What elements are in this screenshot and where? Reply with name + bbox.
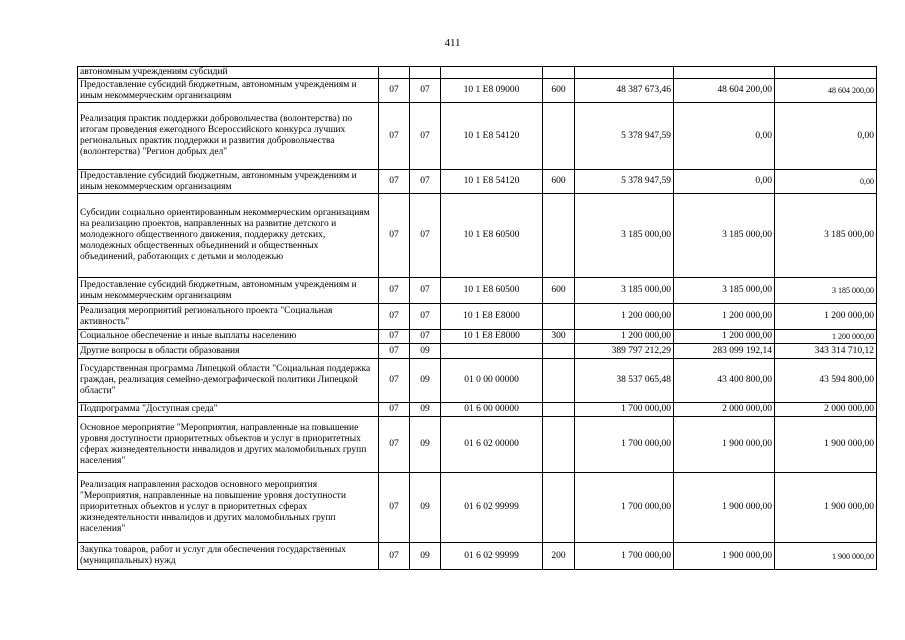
amount-year2-cell: 3 185 000,00 [674, 194, 775, 278]
section-code-cell: 07 [379, 330, 410, 344]
amount-year1-cell: 1 700 000,00 [575, 417, 674, 473]
table-row [78, 344, 877, 359]
table-row [78, 103, 877, 170]
row-name-cell: Субсидии социально ориентированным некоммерческим организациям на реализацию проектов, направленных на развитие детского и молодежного общественного движения, поддержку детских, молодежных общественных объединений и общественных объединений, работающих с детьми и молодежью [78, 194, 379, 278]
expense-type-cell: 200 [543, 543, 575, 570]
amount-year3-cell: 48 604 200,00 [775, 79, 877, 103]
amount-year3-cell [775, 67, 877, 79]
expense-type-cell: 600 [543, 170, 575, 194]
expense-type-cell [543, 194, 575, 278]
amount-year1-cell: 1 700 000,00 [575, 403, 674, 417]
section-code-cell: 07 [379, 304, 410, 330]
target-article-cell: 10 1 E8 E8000 [441, 304, 543, 330]
expense-type-cell: 600 [543, 278, 575, 304]
amount-year1-cell: 1 700 000,00 [575, 543, 674, 570]
amount-year1-cell: 1 700 000,00 [575, 473, 674, 543]
budget-table [77, 66, 877, 570]
target-article-cell: 10 1 E8 54120 [441, 103, 543, 170]
amount-year2-cell: 48 604 200,00 [674, 79, 775, 103]
row-name-cell: Реализация практик поддержки добровольчества (волонтерства) по итогам проведения ежегодного Всероссийского конкурса лучших региональных практик поддержки и развития добровольчества (волонтерства) "Регион добрых дел" [78, 103, 379, 170]
amount-year1-cell: 1 200 000,00 [575, 330, 674, 344]
target-article-cell: 01 6 02 00000 [441, 417, 543, 473]
amount-year3-cell: 3 185 000,00 [775, 194, 877, 278]
amount-year3-cell: 1 900 000,00 [775, 473, 877, 543]
section-code-cell: 07 [379, 473, 410, 543]
section-code-cell: 07 [379, 403, 410, 417]
table-row [78, 67, 877, 79]
amount-year2-cell: 1 200 000,00 [674, 330, 775, 344]
table-row [78, 359, 877, 403]
amount-year1-cell: 389 797 212,29 [575, 344, 674, 359]
amount-year1-cell [575, 67, 674, 79]
section-code-cell: 07 [379, 359, 410, 403]
subsection-code-cell: 09 [410, 417, 441, 473]
table-row [78, 79, 877, 103]
amount-year3-cell: 2 000 000,00 [775, 403, 877, 417]
row-name-cell: Подпрограмма "Доступная среда" [78, 403, 379, 417]
amount-year2-cell [674, 67, 775, 79]
amount-year3-cell: 1 200 000,00 [775, 304, 877, 330]
target-article-cell: 01 6 02 99999 [441, 473, 543, 543]
section-code-cell: 07 [379, 170, 410, 194]
target-article-cell [441, 344, 543, 359]
amount-year2-cell: 2 000 000,00 [674, 403, 775, 417]
amount-year2-cell: 0,00 [674, 103, 775, 170]
target-article-cell: 10 1 E8 09000 [441, 79, 543, 103]
table-row [78, 170, 877, 194]
section-code-cell: 07 [379, 79, 410, 103]
subsection-code-cell: 07 [410, 304, 441, 330]
amount-year2-cell: 43 400 800,00 [674, 359, 775, 403]
section-code-cell: 07 [379, 344, 410, 359]
row-name-cell: Закупка товаров, работ и услуг для обеспечения государственных (муниципальных) нужд [78, 543, 379, 570]
amount-year2-cell: 1 900 000,00 [674, 543, 775, 570]
amount-year2-cell: 1 900 000,00 [674, 417, 775, 473]
amount-year1-cell: 1 200 000,00 [575, 304, 674, 330]
expense-type-cell: 300 [543, 330, 575, 344]
row-name-cell: Реализация мероприятий регионального проекта "Социальная активность" [78, 304, 379, 330]
table-row [78, 473, 877, 543]
section-code-cell [379, 67, 410, 79]
table-row [78, 403, 877, 417]
amount-year3-cell: 1 900 000,00 [775, 417, 877, 473]
amount-year1-cell: 38 537 065,48 [575, 359, 674, 403]
subsection-code-cell: 09 [410, 473, 441, 543]
row-name-cell: Предоставление субсидий бюджетным, автономным учреждениям и иным некоммерческим организациям [78, 170, 379, 194]
expense-type-cell [543, 417, 575, 473]
expense-type-cell [543, 403, 575, 417]
amount-year1-cell: 5 378 947,59 [575, 170, 674, 194]
target-article-cell: 01 6 02 99999 [441, 543, 543, 570]
subsection-code-cell: 07 [410, 278, 441, 304]
row-name-cell: Другие вопросы в области образования [78, 344, 379, 359]
target-article-cell: 10 1 E8 54120 [441, 170, 543, 194]
table-row [78, 304, 877, 330]
subsection-code-cell: 07 [410, 330, 441, 344]
subsection-code-cell: 07 [410, 103, 441, 170]
section-code-cell: 07 [379, 417, 410, 473]
table-row [78, 543, 877, 570]
subsection-code-cell [410, 67, 441, 79]
amount-year1-cell: 5 378 947,59 [575, 103, 674, 170]
expense-type-cell: 600 [543, 79, 575, 103]
amount-year3-cell: 343 314 710,12 [775, 344, 877, 359]
subsection-code-cell: 07 [410, 79, 441, 103]
row-name-cell: Социальное обеспечение и иные выплаты населению [78, 330, 379, 344]
page-number: 411 [444, 37, 461, 49]
amount-year2-cell: 3 185 000,00 [674, 278, 775, 304]
amount-year3-cell: 1 200 000,00 [775, 330, 877, 344]
expense-type-cell [543, 304, 575, 330]
target-article-cell: 10 1 E8 60500 [441, 278, 543, 304]
amount-year2-cell: 1 200 000,00 [674, 304, 775, 330]
section-code-cell: 07 [379, 194, 410, 278]
amount-year3-cell: 0,00 [775, 170, 877, 194]
row-name-cell: Государственная программа Липецкой области "Социальная поддержка граждан, реализация семейно-демографической политики Липецкой области" [78, 359, 379, 403]
amount-year1-cell: 3 185 000,00 [575, 278, 674, 304]
expense-type-cell [543, 67, 575, 79]
target-article-cell: 10 1 E8 60500 [441, 194, 543, 278]
amount-year1-cell: 48 387 673,46 [575, 79, 674, 103]
row-name-cell: Предоставление субсидий бюджетным, автономным учреждениям и иным некоммерческим организациям [78, 278, 379, 304]
target-article-cell: 01 6 00 00000 [441, 403, 543, 417]
subsection-code-cell: 07 [410, 170, 441, 194]
target-article-cell [441, 67, 543, 79]
table-body [78, 67, 877, 570]
amount-year3-cell: 1 900 000,00 [775, 543, 877, 570]
row-name-cell: Основное мероприятие "Мероприятия, направленные на повышение уровня доступности приоритетных объектов и услуг в приоритетных сферах жизнедеятельности инвалидов и других маломобильных групп населения" [78, 417, 379, 473]
subsection-code-cell: 09 [410, 359, 441, 403]
subsection-code-cell: 09 [410, 403, 441, 417]
table-row [78, 194, 877, 278]
table-row [78, 278, 877, 304]
subsection-code-cell: 09 [410, 543, 441, 570]
subsection-code-cell: 09 [410, 344, 441, 359]
table-row [78, 330, 877, 344]
amount-year2-cell: 0,00 [674, 170, 775, 194]
subsection-code-cell: 07 [410, 194, 441, 278]
expense-type-cell [543, 103, 575, 170]
row-name-cell: Предоставление субсидий бюджетным, автономным учреждениям и иным некоммерческим организациям [78, 79, 379, 103]
section-code-cell: 07 [379, 543, 410, 570]
amount-year3-cell: 0,00 [775, 103, 877, 170]
expense-type-cell [543, 473, 575, 543]
amount-year3-cell: 3 185 000,00 [775, 278, 877, 304]
section-code-cell: 07 [379, 103, 410, 170]
table-row [78, 417, 877, 473]
row-name-cell: Реализация направления расходов основного мероприятия "Мероприятия, направленные на повышение уровня доступности приоритетных объектов и услуг в приоритетных сферах жизнедеятельности инвалидов и других маломобильных групп населения" [78, 473, 379, 543]
section-code-cell: 07 [379, 278, 410, 304]
row-name-cell: автономным учреждениям субсидий [78, 67, 379, 79]
expense-type-cell [543, 344, 575, 359]
target-article-cell: 01 0 00 00000 [441, 359, 543, 403]
amount-year2-cell: 283 099 192,14 [674, 344, 775, 359]
amount-year3-cell: 43 594 800,00 [775, 359, 877, 403]
target-article-cell: 10 1 E8 E8000 [441, 330, 543, 344]
expense-type-cell [543, 359, 575, 403]
amount-year1-cell: 3 185 000,00 [575, 194, 674, 278]
amount-year2-cell: 1 900 000,00 [674, 473, 775, 543]
